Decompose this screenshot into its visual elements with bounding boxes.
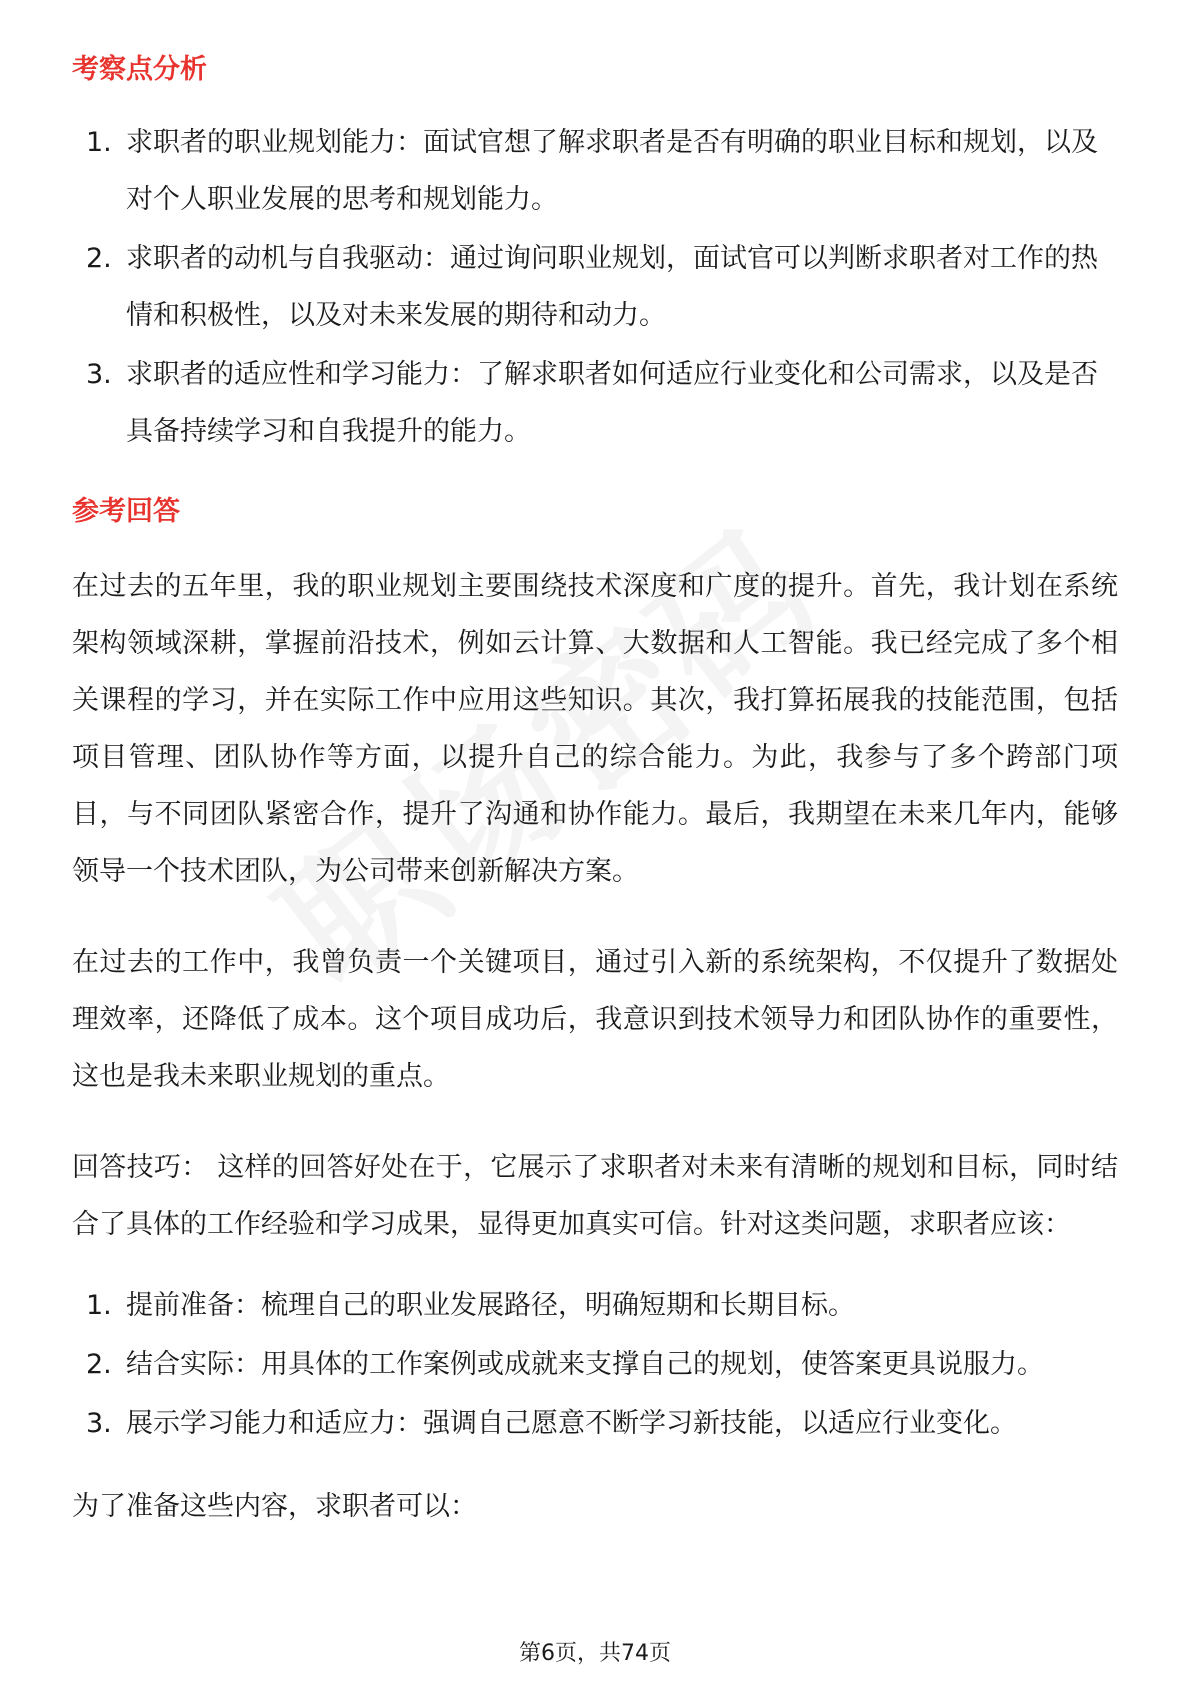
analysis-title: 考察点分析	[72, 54, 207, 85]
list-text: 展示学习能力和适应力：强调自己愿意不断学习新技能，以适应行业变化。	[126, 1408, 1017, 1439]
list-item	[72, 230, 1118, 344]
list-number: 1.	[86, 1290, 112, 1321]
tips-list	[72, 1277, 1118, 1452]
tips-paragraph: 回答技巧： 这样的回答好处在于，它展示了求职者对未来有清晰的规划和目标，同时结合了具体的工作经验和学习成果，显得更加真实可信。针对这类问题，求职者应该：	[72, 1152, 1118, 1240]
list-item	[72, 1277, 1118, 1334]
closing-paragraph: 为了准备这些内容，求职者可以：	[72, 1491, 477, 1522]
list-text: 提前准备：梳理自己的职业发展路径，明确短期和长期目标。	[126, 1290, 855, 1321]
answer-paragraph: 在过去的五年里，我的职业规划主要围绕技术深度和广度的提升。首先，我计划在系统架构领域深耕，掌握前沿技术，例如云计算、大数据和人工智能。我已经完成了多个相关课程的学习，并在实际工作中应用这些知识。其次，我打算拓展我的技能范围，包括项目管理、团队协作等方面，以提升自己的综合能力。为此，我参与了多个跨部门项目，与不同团队紧密合作，提升了沟通和协作能力。最后，我期望在未来几年内，能够领导一个技术团队，为公司带来创新解决方案。	[72, 571, 1118, 887]
list-text: 结合实际：用具体的工作案例或成就来支撑自己的规划，使答案更具说服力。	[126, 1349, 1044, 1380]
answer-paragraph: 在过去的工作中，我曾负责一个关键项目，通过引入新的系统架构，不仅提升了数据处理效率，还降低了成本。这个项目成功后，我意识到技术领导力和团队协作的重要性，这也是我未来职业规划的重点。	[72, 947, 1118, 1092]
answer-title: 参考回答	[72, 496, 180, 527]
list-text: 求职者的动机与自我驱动：通过询问职业规划，面试官可以判断求职者对工作的热情和积极性，以及对未来发展的期待和动力。	[126, 243, 1098, 331]
list-item	[72, 346, 1118, 460]
list-item	[72, 1336, 1118, 1393]
document-page	[72, 44, 1118, 1535]
list-item	[72, 1395, 1118, 1452]
list-number: 2.	[86, 243, 112, 274]
list-number: 2.	[86, 1349, 112, 1380]
list-number: 3.	[86, 1408, 112, 1439]
page-number: 第6页，共74页	[519, 1641, 671, 1666]
list-number: 3.	[86, 359, 112, 390]
analysis-list	[72, 114, 1118, 460]
list-number: 1.	[86, 127, 112, 158]
list-text: 求职者的职业规划能力：面试官想了解求职者是否有明确的职业目标和规划，以及对个人职业发展的思考和规划能力。	[126, 127, 1098, 215]
list-text: 求职者的适应性和学习能力：了解求职者如何适应行业变化和公司需求，以及是否具备持续学习和自我提升的能力。	[126, 359, 1098, 447]
list-item	[72, 114, 1118, 228]
